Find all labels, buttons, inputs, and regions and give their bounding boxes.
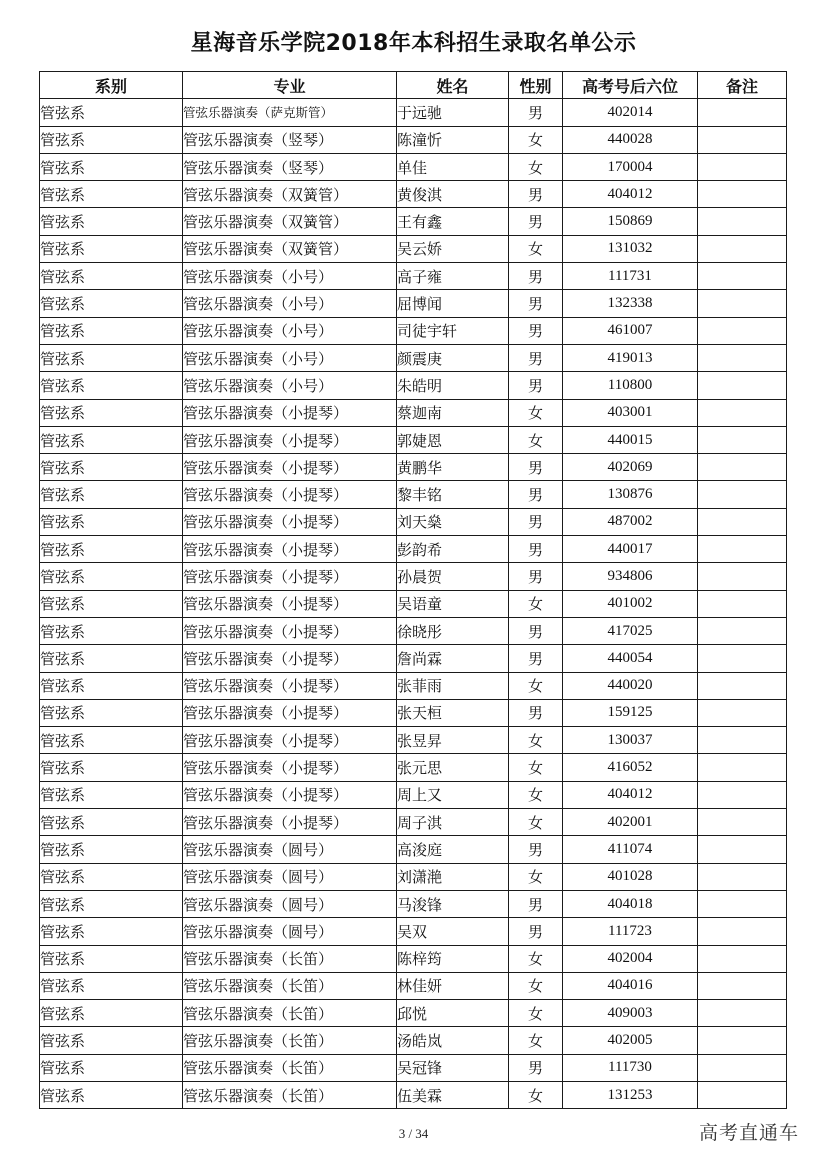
cell-dept: 管弦系	[40, 508, 183, 535]
table-row	[40, 727, 787, 754]
cell-dept: 管弦系	[40, 344, 183, 371]
cell-dept: 管弦系	[40, 1081, 183, 1108]
cell-note	[698, 590, 787, 617]
cell-gender: 男	[509, 508, 563, 535]
cell-major: 管弦乐器演奏（小提琴）	[183, 699, 397, 726]
cell-dept: 管弦系	[40, 754, 183, 781]
cell-gender: 女	[509, 126, 563, 153]
cell-major: 管弦乐器演奏（小提琴）	[183, 536, 397, 563]
cell-gender: 女	[509, 1027, 563, 1054]
table-row	[40, 536, 787, 563]
cell-exam-id: 934806	[563, 563, 698, 590]
page-number: 3 / 34	[398, 1126, 429, 1141]
cell-major: 管弦乐器演奏（竖琴）	[183, 153, 397, 180]
cell-name: 詹尚霖	[397, 645, 509, 672]
cell-dept: 管弦系	[40, 918, 183, 945]
cell-gender: 男	[509, 836, 563, 863]
cell-major: 管弦乐器演奏（小提琴）	[183, 508, 397, 535]
table-row	[40, 235, 787, 262]
cell-major: 管弦乐器演奏（小号）	[183, 263, 397, 290]
cell-exam-id: 487002	[563, 508, 698, 535]
table-row	[40, 426, 787, 453]
cell-name: 刘潇滟	[397, 863, 509, 890]
cell-gender: 女	[509, 727, 563, 754]
cell-exam-id: 402069	[563, 454, 698, 481]
cell-note	[698, 454, 787, 481]
cell-note	[698, 99, 787, 126]
cell-major: 管弦乐器演奏（小号）	[183, 344, 397, 371]
table-row	[40, 918, 787, 945]
cell-gender: 女	[509, 235, 563, 262]
cell-gender: 男	[509, 99, 563, 126]
header-exam-id: 高考号后六位	[563, 72, 698, 99]
cell-name: 黄鹏华	[397, 454, 509, 481]
cell-gender: 男	[509, 317, 563, 344]
cell-exam-id: 130876	[563, 481, 698, 508]
table-row	[40, 563, 787, 590]
cell-exam-id: 440017	[563, 536, 698, 563]
cell-major: 管弦乐器演奏（小提琴）	[183, 454, 397, 481]
table-row	[40, 508, 787, 535]
cell-name: 陈梓筠	[397, 945, 509, 972]
table-header-row	[40, 72, 787, 99]
cell-major: 管弦乐器演奏（长笛）	[183, 1000, 397, 1027]
cell-dept: 管弦系	[40, 945, 183, 972]
cell-note	[698, 1000, 787, 1027]
cell-dept: 管弦系	[40, 426, 183, 453]
cell-exam-id: 411074	[563, 836, 698, 863]
table-row	[40, 372, 787, 399]
table-row	[40, 153, 787, 180]
cell-name: 汤皓岚	[397, 1027, 509, 1054]
cell-gender: 男	[509, 918, 563, 945]
cell-major: 管弦乐器演奏（双簧管）	[183, 208, 397, 235]
cell-major: 管弦乐器演奏（小提琴）	[183, 645, 397, 672]
table-row	[40, 454, 787, 481]
cell-note	[698, 126, 787, 153]
cell-dept: 管弦系	[40, 809, 183, 836]
cell-dept: 管弦系	[40, 1054, 183, 1081]
cell-dept: 管弦系	[40, 1027, 183, 1054]
cell-gender: 男	[509, 890, 563, 917]
cell-exam-id: 132338	[563, 290, 698, 317]
cell-gender: 男	[509, 454, 563, 481]
cell-gender: 男	[509, 208, 563, 235]
cell-exam-id: 440028	[563, 126, 698, 153]
cell-major: 管弦乐器演奏（萨克斯管）	[183, 99, 397, 126]
cell-name: 高浚庭	[397, 836, 509, 863]
table-row	[40, 617, 787, 644]
cell-dept: 管弦系	[40, 454, 183, 481]
cell-note	[698, 481, 787, 508]
cell-dept: 管弦系	[40, 317, 183, 344]
cell-note	[698, 1081, 787, 1108]
cell-name: 周子淇	[397, 809, 509, 836]
table-row	[40, 481, 787, 508]
cell-exam-id: 150869	[563, 208, 698, 235]
cell-gender: 女	[509, 153, 563, 180]
cell-major: 管弦乐器演奏（小提琴）	[183, 481, 397, 508]
cell-dept: 管弦系	[40, 890, 183, 917]
cell-gender: 女	[509, 399, 563, 426]
table-row	[40, 863, 787, 890]
cell-major: 管弦乐器演奏（长笛）	[183, 972, 397, 999]
cell-dept: 管弦系	[40, 208, 183, 235]
table-row	[40, 809, 787, 836]
header-gender: 性别	[509, 72, 563, 99]
cell-exam-id: 402004	[563, 945, 698, 972]
cell-note	[698, 372, 787, 399]
cell-dept: 管弦系	[40, 536, 183, 563]
cell-note	[698, 809, 787, 836]
cell-exam-id: 409003	[563, 1000, 698, 1027]
cell-major: 管弦乐器演奏（小提琴）	[183, 617, 397, 644]
cell-dept: 管弦系	[40, 399, 183, 426]
cell-gender: 男	[509, 563, 563, 590]
cell-exam-id: 131032	[563, 235, 698, 262]
table-row	[40, 126, 787, 153]
cell-gender: 女	[509, 945, 563, 972]
header-note: 备注	[698, 72, 787, 99]
cell-dept: 管弦系	[40, 645, 183, 672]
cell-dept: 管弦系	[40, 263, 183, 290]
table-body	[40, 99, 787, 1109]
cell-name: 邱悦	[397, 1000, 509, 1027]
header-dept: 系别	[40, 72, 183, 99]
cell-exam-id: 402005	[563, 1027, 698, 1054]
cell-exam-id: 404012	[563, 781, 698, 808]
cell-exam-id: 111731	[563, 263, 698, 290]
table-row	[40, 890, 787, 917]
cell-exam-id: 404016	[563, 972, 698, 999]
cell-exam-id: 402014	[563, 99, 698, 126]
table-row	[40, 754, 787, 781]
cell-major: 管弦乐器演奏（小提琴）	[183, 426, 397, 453]
cell-gender: 女	[509, 590, 563, 617]
cell-note	[698, 153, 787, 180]
cell-name: 于远驰	[397, 99, 509, 126]
table-row	[40, 344, 787, 371]
cell-exam-id: 111730	[563, 1054, 698, 1081]
table-row	[40, 181, 787, 208]
admission-table	[39, 71, 787, 1109]
cell-dept: 管弦系	[40, 617, 183, 644]
cell-exam-id: 402001	[563, 809, 698, 836]
cell-dept: 管弦系	[40, 153, 183, 180]
cell-gender: 男	[509, 536, 563, 563]
cell-dept: 管弦系	[40, 235, 183, 262]
cell-exam-id: 416052	[563, 754, 698, 781]
cell-note	[698, 781, 787, 808]
cell-note	[698, 290, 787, 317]
cell-gender: 男	[509, 645, 563, 672]
cell-note	[698, 836, 787, 863]
cell-dept: 管弦系	[40, 781, 183, 808]
cell-note	[698, 672, 787, 699]
cell-major: 管弦乐器演奏（小提琴）	[183, 672, 397, 699]
cell-name: 张昱昇	[397, 727, 509, 754]
cell-note	[698, 263, 787, 290]
cell-dept: 管弦系	[40, 863, 183, 890]
cell-name: 颜震庚	[397, 344, 509, 371]
cell-exam-id: 401002	[563, 590, 698, 617]
cell-major: 管弦乐器演奏（小提琴）	[183, 754, 397, 781]
cell-name: 林佳妍	[397, 972, 509, 999]
cell-gender: 男	[509, 290, 563, 317]
table-row	[40, 672, 787, 699]
table-row	[40, 972, 787, 999]
cell-major: 管弦乐器演奏（长笛）	[183, 945, 397, 972]
watermark: 高考直通车	[698, 1122, 799, 1144]
table-row	[40, 399, 787, 426]
cell-note	[698, 508, 787, 535]
cell-exam-id: 159125	[563, 699, 698, 726]
cell-gender: 女	[509, 1081, 563, 1108]
cell-name: 孙晨贺	[397, 563, 509, 590]
table-row	[40, 1054, 787, 1081]
cell-exam-id: 170004	[563, 153, 698, 180]
table-row	[40, 1000, 787, 1027]
cell-name: 彭韵希	[397, 536, 509, 563]
cell-dept: 管弦系	[40, 372, 183, 399]
cell-name: 张元思	[397, 754, 509, 781]
cell-major: 管弦乐器演奏（小提琴）	[183, 809, 397, 836]
cell-name: 黎丰铭	[397, 481, 509, 508]
cell-dept: 管弦系	[40, 972, 183, 999]
cell-major: 管弦乐器演奏（小提琴）	[183, 563, 397, 590]
cell-note	[698, 208, 787, 235]
cell-note	[698, 972, 787, 999]
cell-gender: 男	[509, 481, 563, 508]
cell-gender: 男	[509, 181, 563, 208]
cell-exam-id: 130037	[563, 727, 698, 754]
cell-major: 管弦乐器演奏（竖琴）	[183, 126, 397, 153]
cell-exam-id: 403001	[563, 399, 698, 426]
cell-name: 王有鑫	[397, 208, 509, 235]
cell-gender: 女	[509, 426, 563, 453]
cell-dept: 管弦系	[40, 836, 183, 863]
table-row	[40, 99, 787, 126]
cell-major: 管弦乐器演奏（小号）	[183, 317, 397, 344]
cell-major: 管弦乐器演奏（小提琴）	[183, 727, 397, 754]
cell-note	[698, 727, 787, 754]
cell-exam-id: 404012	[563, 181, 698, 208]
cell-name: 司徒宇轩	[397, 317, 509, 344]
cell-gender: 男	[509, 263, 563, 290]
cell-gender: 女	[509, 809, 563, 836]
cell-name: 刘天燊	[397, 508, 509, 535]
cell-note	[698, 536, 787, 563]
cell-dept: 管弦系	[40, 699, 183, 726]
cell-note	[698, 317, 787, 344]
cell-note	[698, 1027, 787, 1054]
cell-exam-id: 110800	[563, 372, 698, 399]
cell-exam-id: 417025	[563, 617, 698, 644]
cell-name: 周上又	[397, 781, 509, 808]
cell-dept: 管弦系	[40, 290, 183, 317]
cell-name: 陈潼忻	[397, 126, 509, 153]
table-row	[40, 208, 787, 235]
cell-name: 张菲雨	[397, 672, 509, 699]
cell-gender: 男	[509, 344, 563, 371]
cell-gender: 女	[509, 972, 563, 999]
cell-exam-id: 419013	[563, 344, 698, 371]
cell-note	[698, 645, 787, 672]
cell-exam-id: 461007	[563, 317, 698, 344]
cell-gender: 男	[509, 617, 563, 644]
table-row	[40, 836, 787, 863]
table-row	[40, 1081, 787, 1108]
cell-exam-id: 131253	[563, 1081, 698, 1108]
cell-note	[698, 754, 787, 781]
cell-name: 单佳	[397, 153, 509, 180]
cell-exam-id: 440054	[563, 645, 698, 672]
header-name: 姓名	[397, 72, 509, 99]
cell-dept: 管弦系	[40, 1000, 183, 1027]
cell-note	[698, 344, 787, 371]
cell-name: 伍美霖	[397, 1081, 509, 1108]
cell-note	[698, 1054, 787, 1081]
cell-name: 吴冠锋	[397, 1054, 509, 1081]
cell-gender: 男	[509, 699, 563, 726]
cell-dept: 管弦系	[40, 126, 183, 153]
cell-major: 管弦乐器演奏（小提琴）	[183, 590, 397, 617]
cell-name: 吴双	[397, 918, 509, 945]
cell-name: 吴语童	[397, 590, 509, 617]
cell-exam-id: 404018	[563, 890, 698, 917]
table-row	[40, 263, 787, 290]
cell-dept: 管弦系	[40, 481, 183, 508]
cell-major: 管弦乐器演奏（小号）	[183, 372, 397, 399]
cell-exam-id: 401028	[563, 863, 698, 890]
table-row	[40, 945, 787, 972]
cell-dept: 管弦系	[40, 181, 183, 208]
cell-gender: 男	[509, 1054, 563, 1081]
cell-major: 管弦乐器演奏（圆号）	[183, 836, 397, 863]
table-row	[40, 590, 787, 617]
cell-major: 管弦乐器演奏（小号）	[183, 290, 397, 317]
cell-dept: 管弦系	[40, 590, 183, 617]
table-row	[40, 781, 787, 808]
header-major: 专业	[183, 72, 397, 99]
cell-dept: 管弦系	[40, 672, 183, 699]
cell-name: 朱皓明	[397, 372, 509, 399]
cell-name: 屈博闻	[397, 290, 509, 317]
cell-note	[698, 181, 787, 208]
cell-major: 管弦乐器演奏（圆号）	[183, 918, 397, 945]
cell-name: 徐晓彤	[397, 617, 509, 644]
cell-name: 张天桓	[397, 699, 509, 726]
cell-note	[698, 235, 787, 262]
cell-exam-id: 111723	[563, 918, 698, 945]
table-row	[40, 699, 787, 726]
cell-name: 吴云娇	[397, 235, 509, 262]
cell-dept: 管弦系	[40, 99, 183, 126]
cell-name: 黄俊淇	[397, 181, 509, 208]
cell-note	[698, 617, 787, 644]
cell-dept: 管弦系	[40, 563, 183, 590]
cell-note	[698, 918, 787, 945]
cell-note	[698, 863, 787, 890]
cell-note	[698, 699, 787, 726]
cell-note	[698, 945, 787, 972]
cell-gender: 女	[509, 781, 563, 808]
cell-exam-id: 440020	[563, 672, 698, 699]
table-row	[40, 317, 787, 344]
cell-major: 管弦乐器演奏（长笛）	[183, 1054, 397, 1081]
cell-name: 高子雍	[397, 263, 509, 290]
cell-major: 管弦乐器演奏（圆号）	[183, 863, 397, 890]
page-title: 星海音乐学院2018年本科招生录取名单公示	[190, 31, 637, 56]
cell-name: 马浚锋	[397, 890, 509, 917]
cell-major: 管弦乐器演奏（长笛）	[183, 1027, 397, 1054]
cell-exam-id: 440015	[563, 426, 698, 453]
cell-major: 管弦乐器演奏（双簧管）	[183, 181, 397, 208]
table-row	[40, 290, 787, 317]
cell-major: 管弦乐器演奏（圆号）	[183, 890, 397, 917]
cell-gender: 女	[509, 863, 563, 890]
table-row	[40, 1027, 787, 1054]
cell-major: 管弦乐器演奏（小提琴）	[183, 781, 397, 808]
cell-name: 蔡迦南	[397, 399, 509, 426]
cell-gender: 女	[509, 754, 563, 781]
table-row	[40, 645, 787, 672]
cell-note	[698, 399, 787, 426]
cell-major: 管弦乐器演奏（长笛）	[183, 1081, 397, 1108]
cell-gender: 男	[509, 372, 563, 399]
cell-name: 郭婕恩	[397, 426, 509, 453]
cell-note	[698, 563, 787, 590]
cell-dept: 管弦系	[40, 727, 183, 754]
cell-major: 管弦乐器演奏（双簧管）	[183, 235, 397, 262]
cell-gender: 女	[509, 1000, 563, 1027]
cell-gender: 女	[509, 672, 563, 699]
cell-major: 管弦乐器演奏（小提琴）	[183, 399, 397, 426]
cell-note	[698, 890, 787, 917]
cell-note	[698, 426, 787, 453]
